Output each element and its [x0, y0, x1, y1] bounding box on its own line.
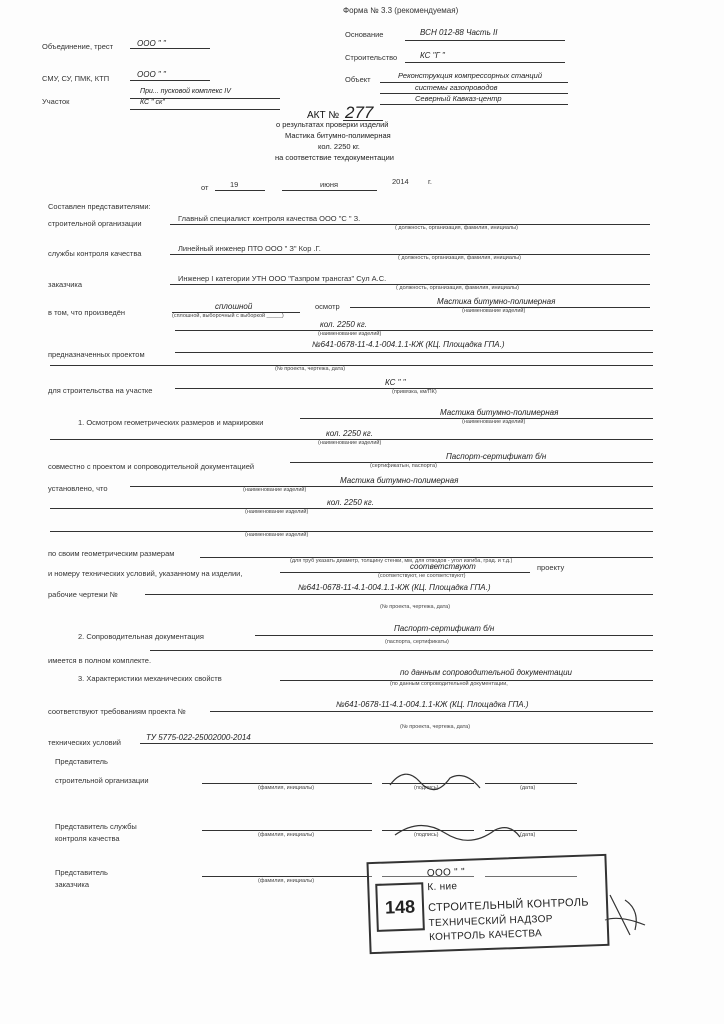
stroitelstvo-value: КС "Г ": [420, 51, 445, 60]
stroitelstvo-line: [405, 62, 565, 63]
sig-kontrol-fio-line: [202, 830, 372, 831]
uchastok-value2: КС " ск": [140, 99, 165, 106]
privyazka-caption: (привязка, км/ПК): [392, 389, 437, 395]
section2-value: Паспорт-сертификат б/н: [394, 624, 495, 633]
kontrol-caption: ( должность, организация, фамилия, инициалы): [398, 255, 521, 261]
section3-title: 3. Характеристики механических свойств: [78, 674, 222, 683]
stamp-line4: ТЕХНИЧЕСКИЙ НАДЗОР: [428, 913, 553, 930]
section2-title: 2. Сопроводительная документация: [78, 632, 204, 641]
zakazchik-caption: ( должность, организация, фамилия, инициалы): [396, 285, 519, 291]
check-kol-line: [175, 330, 653, 331]
quality-control-stamp: [366, 854, 609, 954]
rabochie-value: №641-0678-11-4.1-004.1.1-КЖ (КЦ. Площадка ГПА.): [298, 583, 491, 592]
rabochie-label: рабочие чертежи №: [48, 590, 118, 599]
uchastok-label: Участок: [42, 97, 70, 106]
check-kol-caption: (наименование изделий): [318, 331, 382, 337]
date-g: г.: [428, 177, 432, 186]
stroit-value: Главный специалист контроля качества ООО "С " З.: [178, 214, 361, 223]
date-month: июня: [320, 180, 339, 189]
geom-label: по своим геометрическим размерам: [48, 549, 175, 558]
sig-zakaz-line2: заказчика: [55, 880, 90, 889]
sig-stroit-pred: Представитель: [55, 757, 108, 766]
date-day: 19: [230, 180, 239, 189]
ustanovleno-caption: (наименование изделий): [243, 487, 307, 493]
uchastok-line-2: [130, 109, 280, 110]
proizveden-caption: (сплошной, выборочный с выборкой _____): [172, 313, 284, 319]
section2-line-2: [150, 650, 653, 651]
date-month-line: [282, 190, 377, 191]
signature-scribble-1: [380, 760, 500, 800]
date-ot: от: [201, 183, 209, 192]
proekt-line-2: [50, 365, 653, 366]
section3-value: по данным сопроводительной документации: [400, 668, 572, 677]
sovmestno-label: совместно с проектом и сопроводительной документацией: [48, 462, 255, 471]
sootv-value: №641-0678-11-4.1-004.1.1-КЖ (КЦ. Площадка ГПА.): [336, 700, 529, 709]
sert-caption: (сертификатын, паспорта): [370, 463, 437, 469]
section1-title: 1. Осмотром геометрических размеров и маркировки: [78, 418, 264, 427]
uchastok-check-label: для строительства на участке: [48, 386, 153, 395]
sostavlen-label: Составлен представителями:: [48, 202, 151, 211]
ustanovleno-label: установлено, что: [48, 484, 108, 493]
proekt-line: [175, 352, 653, 353]
section3-tu-label: технических условий: [48, 738, 121, 747]
obedinenie-line: [130, 48, 210, 49]
uchastok-value: При... пусковой комплекс IV: [140, 88, 231, 95]
sig-stroit-data-caption: (дата): [520, 785, 536, 791]
section1-kol-caption: (наименование изделий): [318, 440, 382, 446]
section3-tu-line: [140, 743, 653, 744]
section2-komplekt: имеется в полном комплекте.: [48, 656, 152, 665]
sootv-line: [210, 711, 653, 712]
section1-kol: кол. 2250 кг.: [326, 429, 373, 438]
section2-line: [255, 635, 653, 636]
proizveden-label: в том, что произведён: [48, 308, 126, 317]
section1-kol2: кол. 2250 кг.: [327, 498, 374, 507]
sig-zakaz-fio-caption: (фамилия, инициалы): [258, 878, 315, 884]
sig-kontrol-line2: контроля качества: [55, 834, 120, 843]
rabochie-caption: (№ проекта, чертежа, дата): [380, 604, 451, 610]
date-day-line: [215, 190, 265, 191]
stroitelstvo-label: Строительство: [345, 53, 398, 62]
tu-label: и номеру технических условий, указанному на изделии,: [48, 569, 243, 578]
stamp-line5: КОНТРОЛЬ КАЧЕСТВА: [428, 928, 543, 944]
sig-zakaz-fio-line: [202, 876, 372, 877]
zakazchik-value: Инженер I категории УТН ООО "Газпром трансгаз" Сул А.С.: [178, 274, 387, 283]
stroit-caption: ( должность, организация, фамилия, инициалы): [395, 225, 518, 231]
ustanovleno-line: [130, 486, 653, 487]
signature-scribble-2: [390, 815, 530, 845]
sig-kontrol-line1: Представитель службы: [55, 822, 137, 831]
act-line2: Мастика битумно-полимерная: [285, 131, 391, 140]
prednaz-label: предназначенных проектом: [48, 350, 145, 359]
act-line3: кол. 2250 кг.: [318, 142, 360, 151]
section1-blank-line: [50, 531, 653, 532]
section1-izdelie: Мастика битумно-полимерная: [440, 408, 559, 417]
sig-kontrol-fio-caption: (фамилия, инициалы): [258, 832, 315, 838]
sig-stroit-podpis-caption: (подпись): [414, 785, 439, 791]
obekt-line2: системы газопроводов: [415, 83, 498, 92]
proizveden-value: сплошной: [215, 302, 253, 311]
stamp-line1: ООО " ": [426, 866, 466, 880]
date-year: 2014: [392, 177, 409, 186]
obedinenie-value: ООО " ": [137, 39, 166, 48]
obekt-label: Объект: [345, 75, 371, 84]
section1-kol2-line: [50, 508, 653, 509]
stamp-line3: СТРОИТЕЛЬНЫЙ КОНТРОЛЬ: [427, 896, 589, 915]
proektu-label: проекту: [537, 563, 565, 572]
uchastok-check-value: КС " ": [385, 378, 406, 387]
osmotr-caption: (наименование изделий): [462, 308, 526, 314]
obekt-line3: Северный Кавказ-центр: [415, 94, 502, 103]
proekt-value: №641-0678-11-4.1-004.1.1-КЖ (КЦ. Площадка ГПА.): [312, 340, 505, 349]
pasport-value: Паспорт-сертификат б/н: [446, 452, 547, 461]
rabochie-line: [145, 594, 653, 595]
section3-tu-value: ТУ 5775-022-25002000-2014: [146, 733, 251, 742]
osmotr-value: Мастика битумно-полимерная: [437, 297, 556, 306]
osnovanie-label: Основание: [345, 30, 384, 39]
smu-value: ООО " ": [137, 70, 166, 79]
stroit-label: строительной организации: [48, 219, 142, 228]
pasport-line: [290, 462, 653, 463]
sootv-label: соответствуют требованиям проекта №: [48, 707, 186, 716]
section3-caption: (по данным сопроводительной документации,: [390, 681, 508, 687]
proekt-caption: (№ проекта, чертежа, дата): [275, 366, 346, 372]
sig-stroit-org: строительной организации: [55, 776, 149, 785]
section1-izdelie-caption: (наименование изделий): [462, 419, 526, 425]
tu-value: соответствуют: [410, 562, 476, 571]
obedinenie-label: Объединение, трест: [42, 42, 114, 51]
osnovanie-value: ВСН 012-88 Часть II: [420, 28, 498, 37]
sig-stroit-fio-line: [202, 783, 372, 784]
kontrol-label: службы контроля качества: [48, 249, 142, 258]
sig-zakaz-line1: Представитель: [55, 868, 108, 877]
smu-line: [130, 80, 210, 81]
smu-label: СМУ, СУ, ПМК, КТП: [42, 74, 110, 83]
act-number: 277: [345, 103, 374, 122]
kontrol-value: Линейный инженер ПТО ООО " З" Кор .Г.: [178, 244, 321, 253]
obekt-line1: Реконструкция компрессорных станций: [398, 71, 543, 80]
osnovanie-line: [405, 40, 565, 41]
form-number: Форма № 3.3 (рекомендуемая): [343, 6, 459, 15]
tu-caption: (соответствуют, не соответствуют): [378, 573, 466, 579]
sig-kontrol-data-caption: (дата): [520, 832, 536, 838]
act-title-prefix: АКТ №: [307, 110, 340, 121]
obekt-line-3: [380, 104, 568, 105]
stamp-line2: К. ние: [427, 881, 458, 894]
act-line1: о результатах проверки изделий: [276, 120, 389, 129]
check-kol-value: кол. 2250 кг.: [320, 320, 367, 329]
sootv-caption: (№ проекта, чертежа, дата): [400, 724, 471, 730]
zakazchik-label: заказчика: [48, 280, 83, 289]
section1-blank-caption: (наименование изделий): [245, 532, 309, 538]
ustanovleno-value: Мастика битумно-полимерная: [340, 476, 459, 485]
sig-kontrol-podpis-caption: (подпись): [414, 832, 439, 838]
section1-kol2-caption: (наименование изделий): [245, 509, 309, 515]
geom-caption: (для труб указать диаметр, толщину стенки, мм, для отводов - угол изгиба, град. и т.д.): [290, 558, 513, 564]
osmotr-label: осмотр: [315, 302, 340, 311]
stamp-number: 148: [375, 882, 425, 932]
section2-caption: (паспорта, сертификаты): [385, 639, 449, 645]
sig-stroit-fio-caption: (фамилия, инициалы): [258, 785, 315, 791]
act-line4: на соответствие техдокументации: [275, 153, 394, 162]
